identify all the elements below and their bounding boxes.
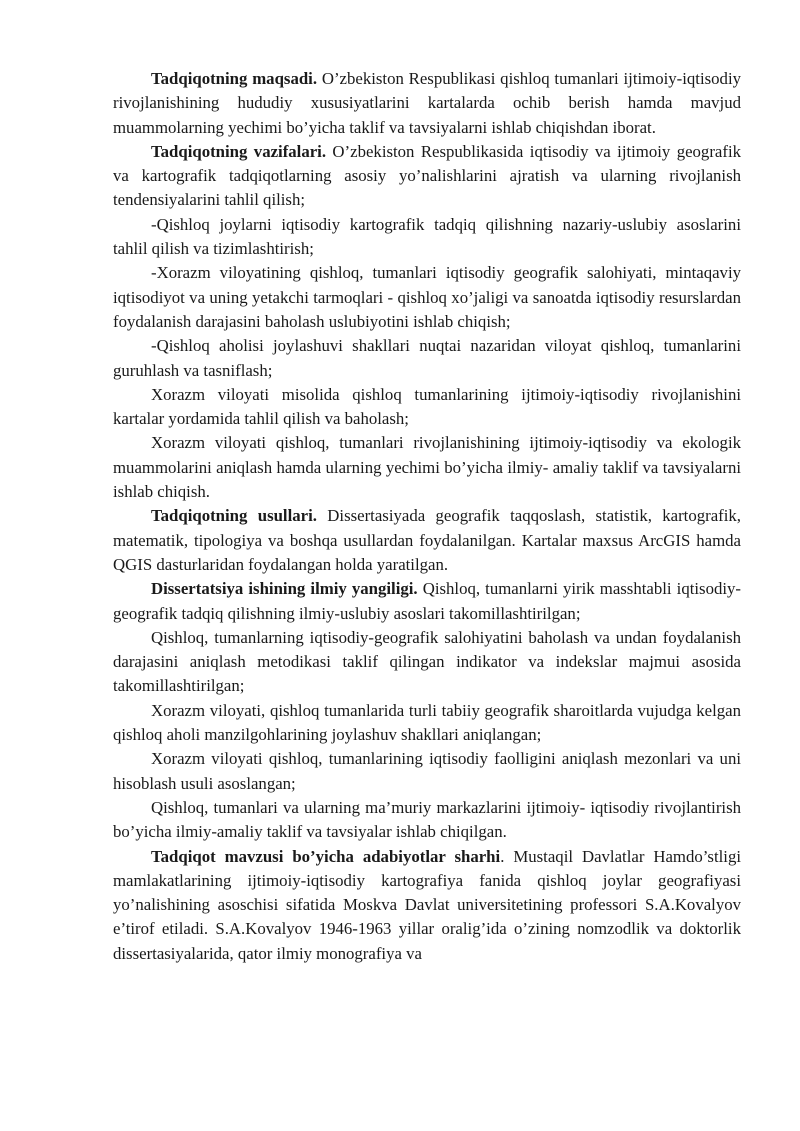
paragraph-novelty-item (113, 626, 741, 699)
document-page (113, 67, 741, 966)
paragraph-text: -Xorazm viloyatining qishloq, tumanlari iqtisodiy geografik salohiyati, mintaqaviy iqtisodiyot va uning yetakchi tarmoqlari - qishloq xo’jaligi va sanoatda iqtisodiy resurslardan foydalanish darajasini baholash uslubiyotini ishlab chiqish; (113, 263, 741, 331)
paragraph-text: Qishloq, tumanlari va ularning ma’muriy markazlarini ijtimoiy- iqtisodiy rivojlantirish bo’yicha ilmiy-amaliy taklif va tavsiyalar ishlab chiqilgan. (113, 797, 741, 842)
paragraph-novelty-item (113, 699, 741, 748)
paragraph-research-goal (113, 67, 741, 140)
paragraph-text: Xorazm viloyati qishloq, tumanlari rivojlanishining ijtimoiy-iqtisodiy va ekologik muammolarini aniqlash hamda ularning yechimi bo’yicha ilmiy- amaliy taklif va tavsiyalarni ishlab chiqish. (113, 433, 741, 502)
paragraph-text: Qishloq, tumanlarning iqtisodiy-geografik salohiyatini baholash va undan foydalanish darajasini aniqlash metodikasi taklif qilingan indikator va indekslar majmui asosida takomillashtirilgan; (113, 627, 741, 696)
paragraph-heading: Tadqiqotning maqsadi. (151, 69, 318, 88)
paragraph-text: O’zbekiston Respublikasi qishloq tumanlari ijtimoiy-iqtisodiy rivojlanishining hududiy xususiyatlarini kartalarda ochib berish hamda mavjud muammolarning yechimi bo’yicha taklif va tavsiyalarni ishlab chiqishdan iborat. (113, 69, 741, 137)
paragraph-text: Qishloq, tumanlarni yirik masshtabli iqtisodiy-geografik tadqiq qilishning ilmiy-uslubiy asoslari takomillashtirilgan; (113, 579, 741, 623)
paragraph-heading: Tadqiqotning usullari. (151, 506, 317, 526)
paragraph-text: -Qishloq aholisi joylashuvi shakllari nuqtai nazaridan viloyat qishloq, tumanlarini guruhlash va tasniflash; (113, 336, 741, 380)
paragraph-text: Xorazm viloyati misolida qishloq tumanlarining ijtimoiy-iqtisodiy rivojlanishini kartalar yordamida tahlil qilish va baholash; (113, 384, 741, 429)
paragraph-text: Xorazm viloyati qishloq, tumanlarining iqtisodiy faolligini aniqlash mezonlari va uni hisoblash usuli asoslangan; (113, 749, 741, 793)
paragraph-literature-review (113, 845, 741, 966)
paragraph-text: Dissertasiyada geografik taqqoslash, statistik, kartografik, matematik, tipologiya va boshqa usullardan foydalanilgan. Kartalar maxsus ArcGIS hamda QGIS dasturlaridan foydalangan holda yaratilgan. (113, 506, 741, 574)
paragraph-text: -Qishloq joylarni iqtisodiy kartografik tadqiq qilishning nazariy-uslubiy asoslarini tahlil qilish va tizimlashtirish; (113, 214, 741, 259)
paragraph-task-item (113, 213, 741, 262)
paragraph-task-item (113, 261, 741, 334)
paragraph-task-item (113, 431, 741, 504)
paragraph-research-tasks (113, 140, 741, 213)
paragraph-novelty-item (113, 747, 741, 796)
paragraph-heading: Tadqiqot mavzusi bo’yicha adabiyotlar sharhi (151, 846, 501, 866)
paragraph-novelty-item (113, 796, 741, 845)
paragraph-heading: Tadqiqotning vazifalari. (151, 141, 327, 161)
paragraph-text: O’zbekiston Respublikasida iqtisodiy va ijtimoiy geografik va kartografik tadqiqotlarning asosiy yo’nalishlarini ajratish va ularning rivojlanish tendensiyalarini tahlil qilish; (113, 141, 741, 210)
paragraph-task-item (113, 383, 741, 432)
paragraph-heading: Dissertatsiya ishining ilmiy yangiligi. (151, 579, 418, 599)
paragraph-scientific-novelty (113, 577, 741, 626)
paragraph-text: . Mustaqil Davlatlar Hamdo’stligi mamlakatlarining ijtimoiy-iqtisodiy kartografiya fanida qishloq joylar geografiyasi yo’nalishining asoschisi sifatida Moskva Davlat universitetining professori S.A.Kovalyov e’tirof etiladi. S.A.Kovalyov 1946-1963 yillar oralig’ida o’zining nomzodlik va doktorlik dissertasiyalarida, qator ilmiy monografiya va (113, 846, 741, 963)
paragraph-task-item (113, 334, 741, 383)
paragraph-research-methods (113, 504, 741, 577)
paragraph-text: Xorazm viloyati, qishloq tumanlarida turli tabiiy geografik sharoitlarda vujudga kelgan qishloq aholi manzilgohlarining joylashuv shakllari aniqlangan; (113, 700, 741, 745)
